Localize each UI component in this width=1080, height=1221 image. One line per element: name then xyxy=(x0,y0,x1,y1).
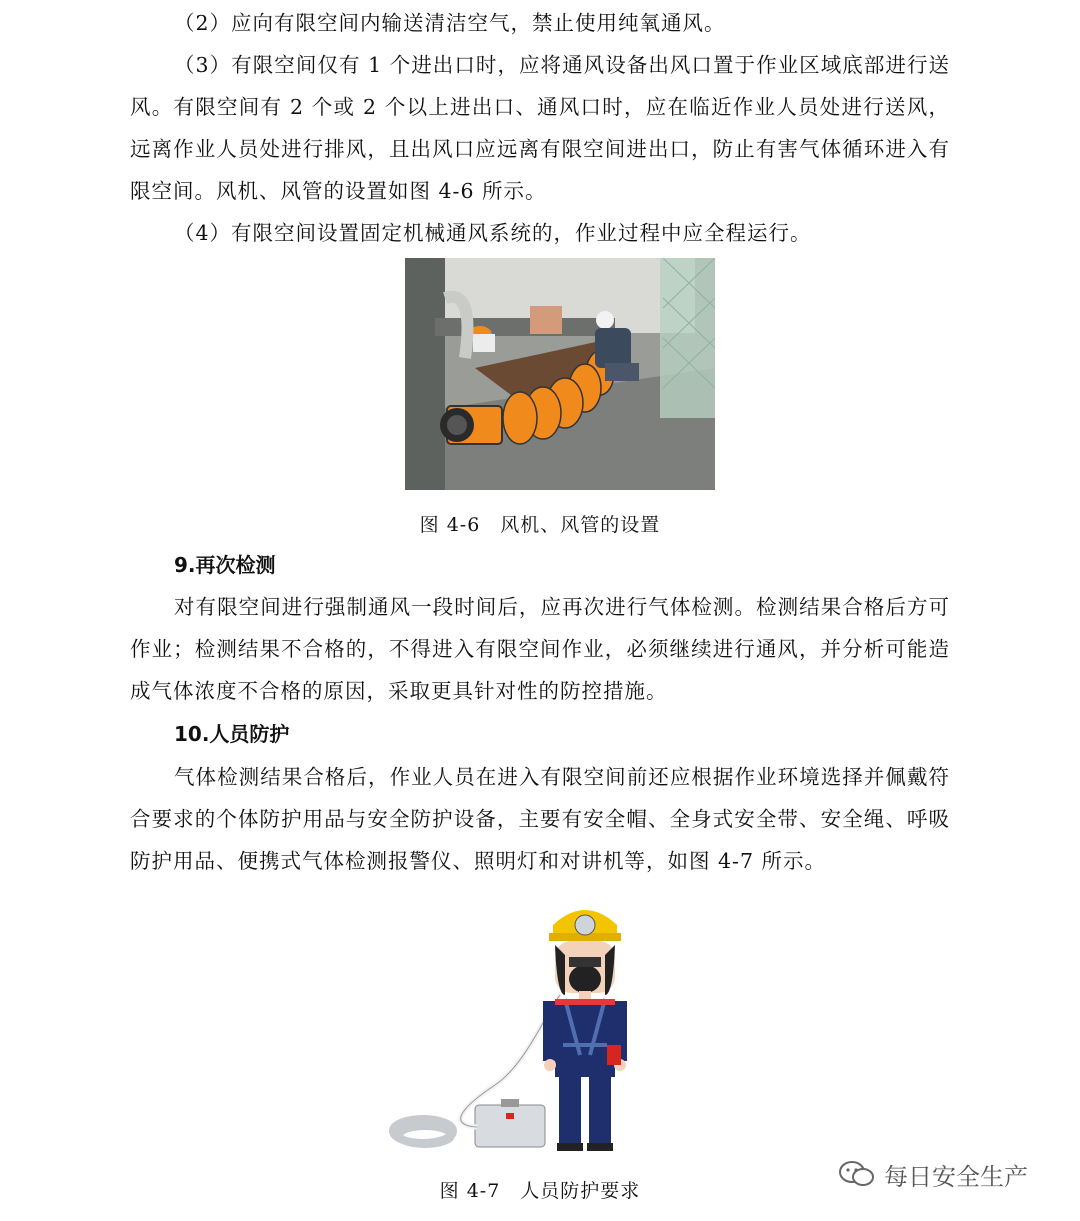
section-10-body: 气体检测结果合格后，作业人员在进入有限空间前还应根据作业环境选择并佩戴符合要求的个体防护用品与安全防护设备，主要有安全帽、全身式安全带、安全绳、呼吸防护用品、便携式气体检测报警仪、照明灯和对讲机等，如图 4-7 所示。 xyxy=(130,765,950,873)
protective-worker-illustration xyxy=(385,895,645,1160)
section-9-body: 对有限空间进行强制通风一段时间后，应再次进行气体检测。检测结果合格后方可作业；检测结果不合格的，不得进入有限空间作业，必须继续进行通风，并分析可能造成气体浓度不合格的原因，采取更具针对性的防控措施。 xyxy=(130,595,950,703)
figure-4-7-caption: 图 4-7 人员防护要求 xyxy=(439,1180,641,1202)
section-9-heading: 9.再次检测 xyxy=(174,553,276,577)
fan-duct-photo xyxy=(405,258,715,490)
watermark xyxy=(838,1156,1028,1192)
paragraph-item-2: （2）应向有限空间内输送清洁空气，禁止使用纯氧通风。 xyxy=(174,11,726,35)
paragraph-item-4: （4）有限空间设置固定机械通风系统的，作业过程中应全程运行。 xyxy=(174,221,812,245)
figure-4-6-photo xyxy=(405,258,715,490)
wechat-icon xyxy=(838,1159,876,1189)
figure-4-6-caption: 图 4-6 风机、风管的设置 xyxy=(419,514,661,536)
section-10-heading: 10.人员防护 xyxy=(174,722,290,746)
paragraph-item-3: （3）有限空间仅有 1 个进出口时，应将通风设备出风口置于作业区域底部进行送风。有限空间有 2 个或 2 个以上进出口、通风口时，应在临近作业人员处进行送风，远离作业人员处进行排风，且出风口应远离有限空间进出口，防止有害气体循环进入有限空间。风机、风管的设置如图 4-6 所示。 xyxy=(130,53,950,203)
figure-4-7-illustration xyxy=(385,895,645,1160)
watermark-text: 每日安全生产 xyxy=(884,1162,1028,1191)
